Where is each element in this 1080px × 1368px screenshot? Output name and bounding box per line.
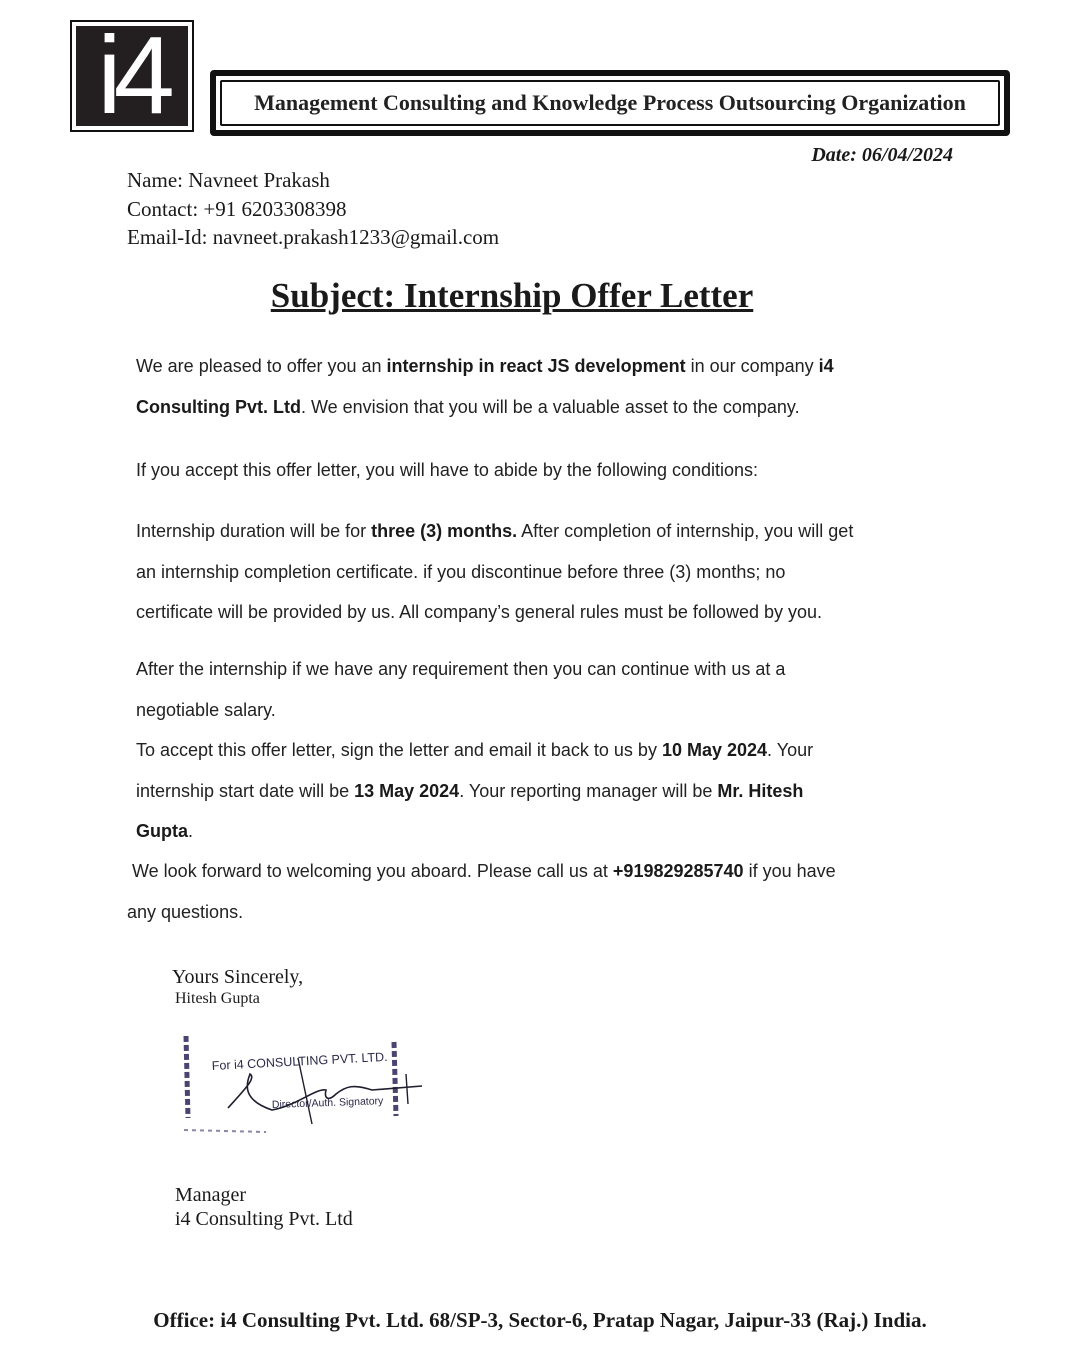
company-logo [70,14,194,137]
signer-company: i4 Consulting Pvt. Ltd [175,1208,353,1230]
body-line: We are pleased to offer you an internship in react JS development in our company i4 [136,356,834,376]
body-line: Internship duration will be for three (3) months. After completion of internship, you will get [136,521,854,541]
body-line: Gupta. [136,821,194,841]
body-line: After the internship if we have any requirement then you can continue with us at a [136,659,786,679]
body-line: internship start date will be 13 May 2024. Your reporting manager will be Mr. Hitesh [136,781,804,801]
body-line: We look forward to welcoming you aboard. Please call us at +919829285740 if you have [132,861,836,881]
letter-date: Date: 06/04/2024 [811,144,953,166]
logo-text: i4 [76,26,188,126]
signer-title: Manager [175,1184,247,1206]
body-line: If you accept this offer letter, you will have to abide by the following conditions: [136,460,759,480]
banner-text: Management Consulting and Knowledge Process Outsourcing Organization [220,80,1000,126]
body-line: an internship completion certificate. if you discontinue before three (3) months; no [136,562,786,582]
body-line: any questions. [127,902,244,922]
stamp-line1: For i4 CONSULTING PVT. LTD. [211,1049,388,1073]
body-line: Consulting Pvt. Ltd. We envision that you will be a valuable asset to the company. [136,397,800,417]
body-line: negotiable salary. [136,700,276,720]
recipient-contact: Contact: +91 6203308398 [127,197,347,221]
office-address: Office: i4 Consulting Pvt. Ltd. 68/SP-3, Sector-6, Pratap Nagar, Jaipur-33 (Raj.) India. [153,1308,927,1332]
closing: Yours Sincerely, [172,966,304,988]
signer-name: Hitesh Gupta [175,990,260,1007]
header-banner [210,70,1010,136]
letter-subject: Subject: Internship Offer Letter [270,276,754,315]
body-line: certificate will be provided by us. All company’s general rules must be followed by you. [136,602,823,622]
stamp-line2: Director/Auth. Signatory [271,1095,384,1111]
body-line: To accept this offer letter, sign the letter and email it back to us by 10 May 2024. Your [136,740,814,760]
company-stamp [176,1028,436,1140]
stamp-graphic [176,1028,436,1140]
recipient-email: Email-Id: navneet.prakash1233@gmail.com [127,225,500,249]
recipient-name: Name: Navneet Prakash [127,168,330,192]
